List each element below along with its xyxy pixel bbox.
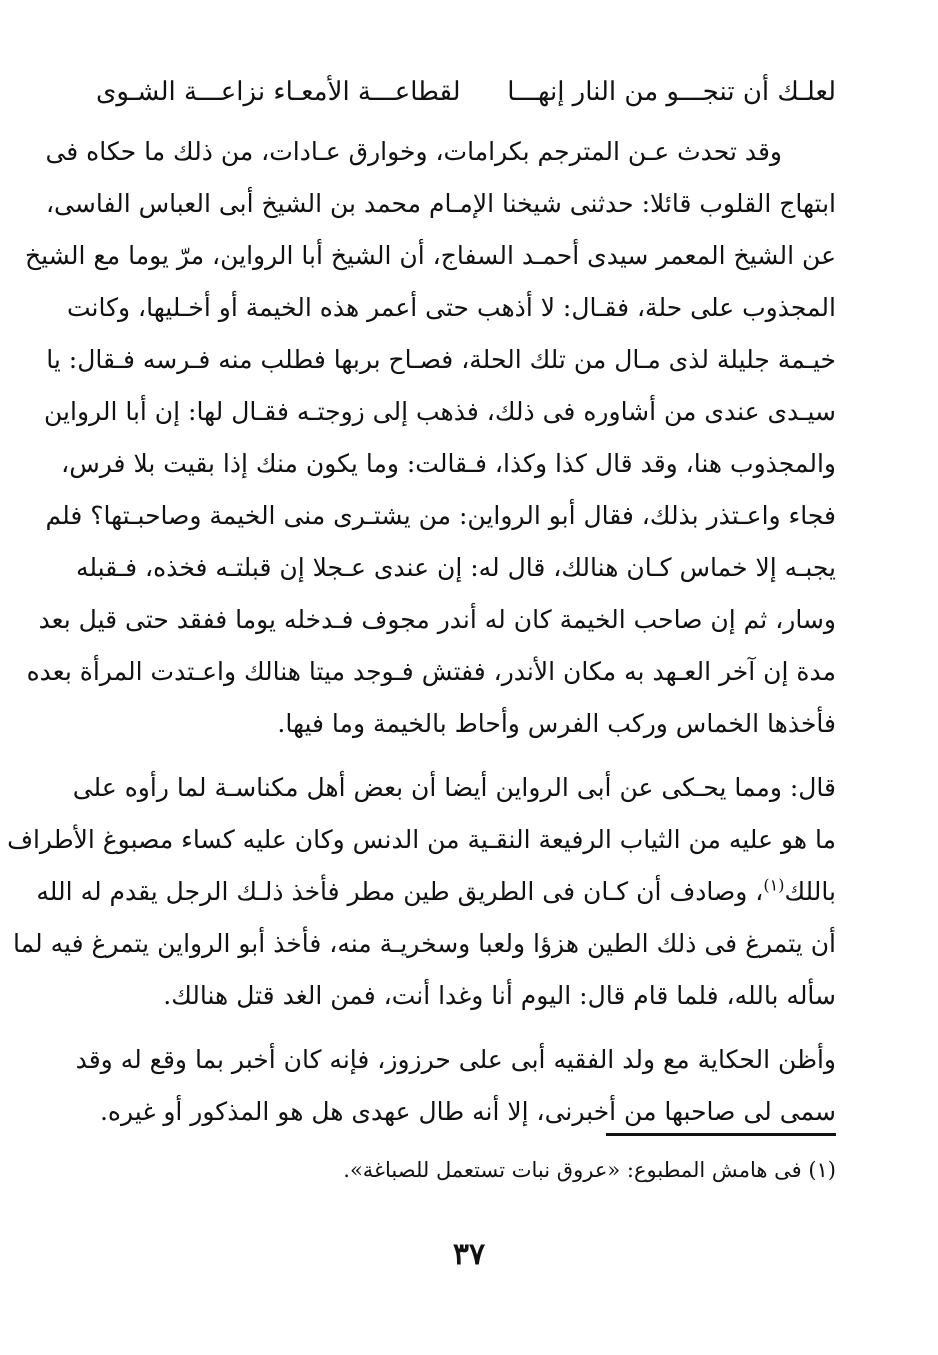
text-line: وسار، ثم إن صاحب الخيمة كان له أندر مجوف فـدخله يوما ففقد حتى قيل بعد [38, 605, 836, 634]
footnote-divider [606, 1133, 836, 1136]
paragraph-2 [7, 762, 836, 1022]
text-line-with-footnote [36, 866, 836, 918]
header-right-text: لعلـك أن تنجـــو من النار إنهـــا [507, 77, 836, 107]
paragraph-gap [96, 750, 836, 762]
text-line: فجاء واعـتذر بذلك، فقال أبو الرواين: من يشتـرى منى الخيمة وصاحبـتها؟ فلم [45, 501, 836, 530]
text-line: والمجذوب هنا، وقد قال كذا وكذا، فـقالت: وما يكون منك إذا بقيت بلا فرس، [61, 449, 836, 478]
body-text [7, 126, 836, 1138]
text-line: خيـمة جليلة لذى مـال من تلك الحلة، فصـاح بربها فطلب منه فـرسه فـقال: يا [46, 345, 836, 374]
footnote-reference[interactable]: (١) [763, 875, 785, 895]
text-line: سيـدى عندى من أشاوره فى ذلك، فذهب إلى زوجتـه فقـال لها: إن أبا الرواين [44, 397, 836, 426]
text-line: أن يتمرغ فى ذلك الطين هزؤا ولعبا وسخريـة منه، فأخذ أبو الرواين يتمرغ فيه لما [12, 929, 836, 958]
page-number: ٣٧ [452, 1237, 486, 1272]
text-line: المجذوب على حلة، فقـال: لا أذهب حتى أعمر هذه الخيمة أو أخـليها، وكانت [67, 293, 836, 322]
text-line: فأخذها الخماس وركب الفرس وأحاط بالخيمة وما فيها. [277, 709, 836, 738]
text-line: وأظن الحكاية مع ولد الفقيه أبى على حرزوز، فإنه كان أخبر بما وقع له وقد [75, 1045, 836, 1074]
text-line: مدة إن آخر العـهد به مكان الأندر، ففتش فـوجد ميتا هنالك واعـتدت المرأة بعده [26, 657, 836, 686]
text-line: قال: ومما يحـكى عن أبى الرواين أيضا أن بعض أهل مكناسـة لما رأوه على [72, 773, 836, 802]
footnote: (١) فى هامش المطبوع: «عروق نبات تستعمل للصباغة». [343, 1158, 836, 1182]
paragraph-3 [75, 1034, 836, 1138]
header-left-text: لقطاعـــة الأمعـاء نزاعـــة الشـوى [96, 77, 461, 107]
text-line: عن الشيخ المعمر سيدى أحمـد السفاج، أن الشيخ أبا الرواين، مرّ يوما مع الشيخ [24, 241, 836, 270]
text-segment: ، وصادف أن كـان فى الطريق طين مطر فأخذ ذلـك الرجل يقدم له الله [36, 877, 764, 906]
text-line: ابتهاج القلوب قائلا: حدثنى شيخنا الإمـام محمد بن الشيخ أبى العباس الفاسى، [45, 189, 836, 218]
text-line: وقد تحدث عـن المترجم بكرامات، وخوارق عـادات، من ذلك ما حكاه فى [45, 137, 782, 166]
text-line: سمى لى صاحبها من أخبرنى، إلا أنه طال عهدى هل هو المذكور أو غيره. [99, 1097, 836, 1126]
text-segment: باللك [784, 877, 836, 906]
paragraph-1 [24, 126, 836, 750]
text-line: سأله بالله، فلما قام قال: اليوم أنا وغدا أنت، فمن الغد قتل هنالك. [163, 981, 836, 1010]
text-line: يجبـه إلا خماس كـان هنالك، قال له: إن عندى عـجلا إن قبلتـه فخذه، فـقبله [75, 553, 836, 582]
text-line: ما هو عليه من الثياب الرفيعة النقـية من الدنس وكان عليه كساء مصبوغ الأطراف [7, 825, 836, 854]
paragraph-gap [96, 1022, 836, 1034]
running-header [96, 70, 836, 114]
